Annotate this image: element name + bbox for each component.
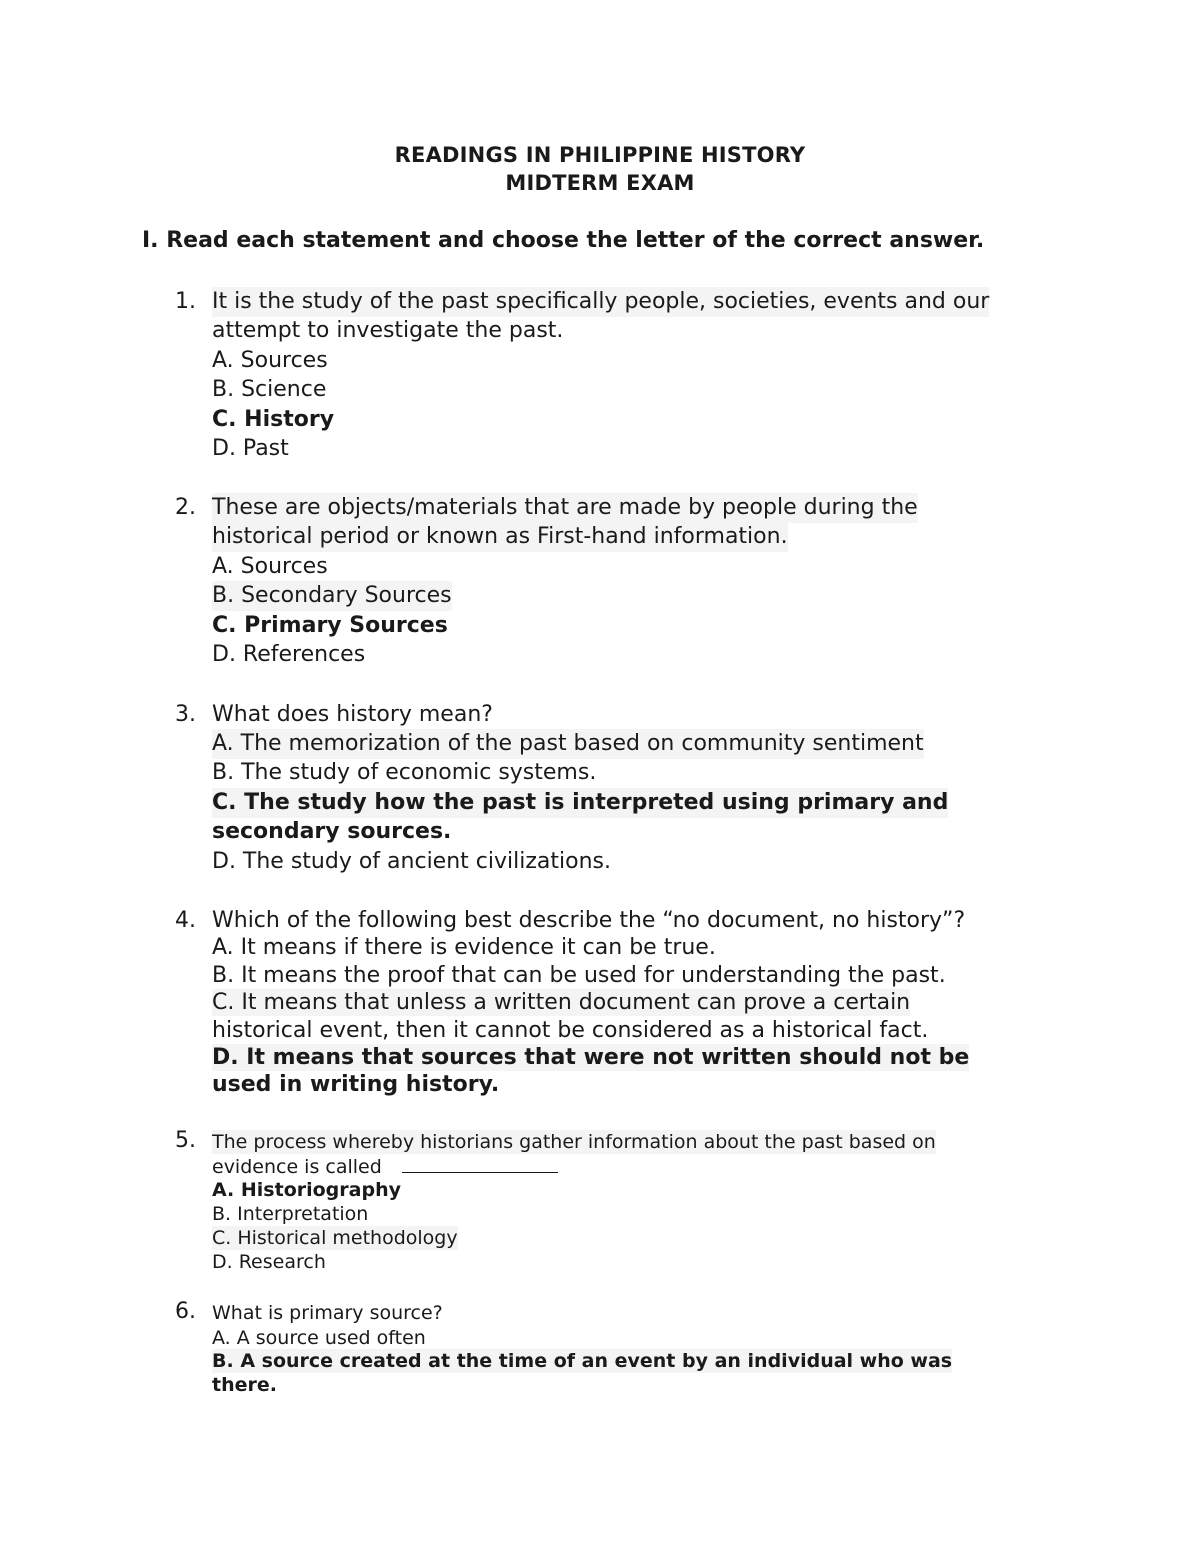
question-stem: These are objects/materials that are made by people during the xyxy=(212,493,918,523)
option-c: C. Historical methodology xyxy=(212,1227,458,1249)
question-stem: attempt to investigate the past. xyxy=(212,318,564,343)
question-number: 3. xyxy=(175,702,196,727)
option-a-correct: A. Historiography xyxy=(212,1179,401,1201)
answer-blank xyxy=(402,1154,558,1173)
option-d: D. References xyxy=(212,642,366,667)
option-c-correct: C. The study how the past is interpreted using primary and xyxy=(212,788,948,818)
option-b-correct: B. A source created at the time of an event by an individual who was xyxy=(212,1350,953,1372)
option-c-correct: C. Primary Sources xyxy=(212,613,448,638)
option-d: D. Past xyxy=(212,436,289,461)
option-b: B. Interpretation xyxy=(212,1203,369,1225)
question-stem: It is the study of the past specifically people, societies, events and our xyxy=(212,287,989,317)
option-a: A. The memorization of the past based on community sentiment xyxy=(212,729,924,759)
question-stem: historical period or known as First-hand information. xyxy=(212,522,788,552)
option-d-correct-continued: used in writing history. xyxy=(212,1072,500,1097)
question-number: 5. xyxy=(175,1128,196,1153)
option-c-continued: historical event, then it cannot be considered as a historical fact. xyxy=(212,1018,929,1043)
exam-course-title: READINGS IN PHILIPPINE HISTORY xyxy=(394,143,806,167)
option-c-correct-continued: secondary sources. xyxy=(212,819,452,844)
option-a: A. Sources xyxy=(212,348,328,373)
question-stem-with-blank xyxy=(212,1154,558,1179)
option-d-correct: D. It means that sources that were not written should not be xyxy=(212,1045,970,1070)
option-c: C. It means that unless a written document can prove a certain xyxy=(212,990,911,1015)
option-d: D. The study of ancient civilizations. xyxy=(212,849,611,874)
option-d: D. Research xyxy=(212,1251,326,1273)
option-a: A. Sources xyxy=(212,554,328,579)
question-stem: What is primary source? xyxy=(212,1302,443,1324)
option-a: A. A source used often xyxy=(212,1327,426,1349)
option-a: A. It means if there is evidence it can be true. xyxy=(212,935,716,960)
question-number: 4. xyxy=(175,908,196,933)
option-b-correct-continued: there. xyxy=(212,1374,277,1396)
option-b: B. It means the proof that can be used for understanding the past. xyxy=(212,963,946,988)
question-number: 1. xyxy=(175,289,196,314)
question-number: 6. xyxy=(175,1299,196,1324)
option-b: B. Science xyxy=(212,377,327,402)
question-stem: The process whereby historians gather information about the past based on xyxy=(212,1131,936,1153)
option-c-correct: C. History xyxy=(212,407,335,432)
option-b: B. The study of economic systems. xyxy=(212,760,597,785)
option-b: B. Secondary Sources xyxy=(212,581,452,611)
question-stem-text: evidence is called xyxy=(212,1156,382,1178)
question-stem: What does history mean? xyxy=(212,702,493,727)
question-number: 2. xyxy=(175,495,196,520)
section-instruction: I. Read each statement and choose the letter of the correct answer. xyxy=(142,228,985,253)
exam-type-title: MIDTERM EXAM xyxy=(505,171,695,195)
question-stem: Which of the following best describe the “no document, no history”? xyxy=(212,908,966,933)
